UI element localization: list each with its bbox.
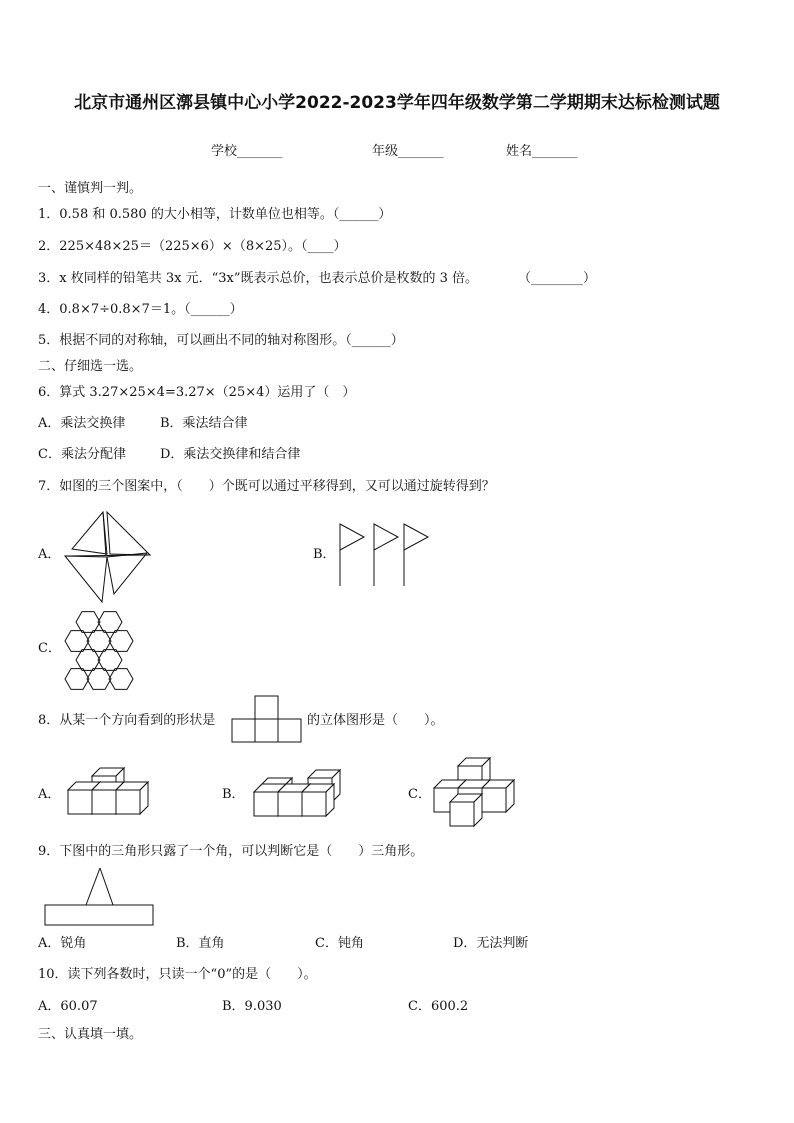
question-2: 2．225×48×25＝（225×6）×（8×25）。（____） (38, 239, 347, 254)
q7-option-b: B． (313, 547, 336, 562)
question-5: 5．根据不同的对称轴，可以画出不同的轴对称图形。（______） (38, 333, 404, 348)
q8-option-a: A． (38, 787, 61, 802)
q10-option-b: B．9.030 (222, 999, 282, 1014)
q7-option-a: A． (38, 547, 61, 562)
q9-triangle-figure (44, 866, 156, 928)
question-4: 4．0.8×7÷0.8×7＝1。（______） (38, 302, 243, 317)
q8-cubes-figure-b (252, 768, 342, 820)
question-3-blank: （________） (518, 271, 597, 286)
question-9: 9．下图中的三角形只露了一个角，可以判断它是（ ）三角形。 (38, 844, 424, 859)
grade-field: 年级_______ (372, 144, 444, 159)
q9-option-d: D．无法判断 (453, 936, 529, 951)
q9-option-b: B．直角 (176, 936, 225, 951)
q6-option-c: C．乘法分配律 (38, 447, 126, 462)
q6-option-a: A．乘法交换律 (38, 416, 126, 431)
q8-option-c: C． (408, 787, 431, 802)
q10-option-c: C．600.2 (408, 999, 469, 1014)
question-10: 10．读下列各数时，只读一个“0”的是（ ）。 (38, 967, 317, 982)
q9-option-c: C．钝角 (315, 936, 364, 951)
q8-cubes-figure-c (432, 756, 514, 830)
name-field: 姓名_______ (506, 144, 578, 159)
page-title: 北京市通州区漷县镇中心小学2022-2023学年四年级数学第二学期期末达标检测试题 (74, 93, 720, 113)
q8-view-figure (231, 695, 303, 745)
question-3: 3．x 枚同样的铅笔共 3x 元．“3x”既表示总价，也表示总价是枚数的 3 倍。 (38, 271, 479, 286)
question-7: 7．如图的三个图案中，（ ）个既可以通过平移得到，又可以通过旋转得到？ (38, 479, 495, 494)
section2-heading: 二、仔细选一选。 (38, 359, 143, 374)
school-field: 学校_______ (211, 144, 283, 159)
section1-heading: 一、谨慎判一判。 (38, 181, 143, 196)
question-6: 6．算式 3.27×25×4=3.27×（25×4）运用了（ ） (38, 385, 356, 400)
q6-option-b: B．乘法结合律 (160, 416, 248, 431)
q8-option-b: B． (222, 787, 245, 802)
q7-option-c: C． (38, 641, 61, 656)
q7-flags-figure (338, 522, 432, 588)
q7-hexagon-figure (60, 610, 140, 690)
question-8-post: 的立体图形是（ ）。 (307, 713, 444, 728)
q7-pinwheel-figure (62, 512, 152, 602)
q6-option-d: D．乘法交换律和结合律 (160, 447, 301, 462)
q9-option-a: A．锐角 (38, 936, 87, 951)
q10-option-a: A．60.07 (38, 999, 98, 1014)
q8-cubes-figure-a (66, 764, 156, 824)
question-8-pre: 8．从某一个方向看到的形状是 (38, 713, 216, 728)
section3-heading: 三、认真填一填。 (38, 1027, 143, 1042)
question-1: 1．0.58 和 0.580 的大小相等，计数单位也相等。（______） (38, 207, 392, 222)
